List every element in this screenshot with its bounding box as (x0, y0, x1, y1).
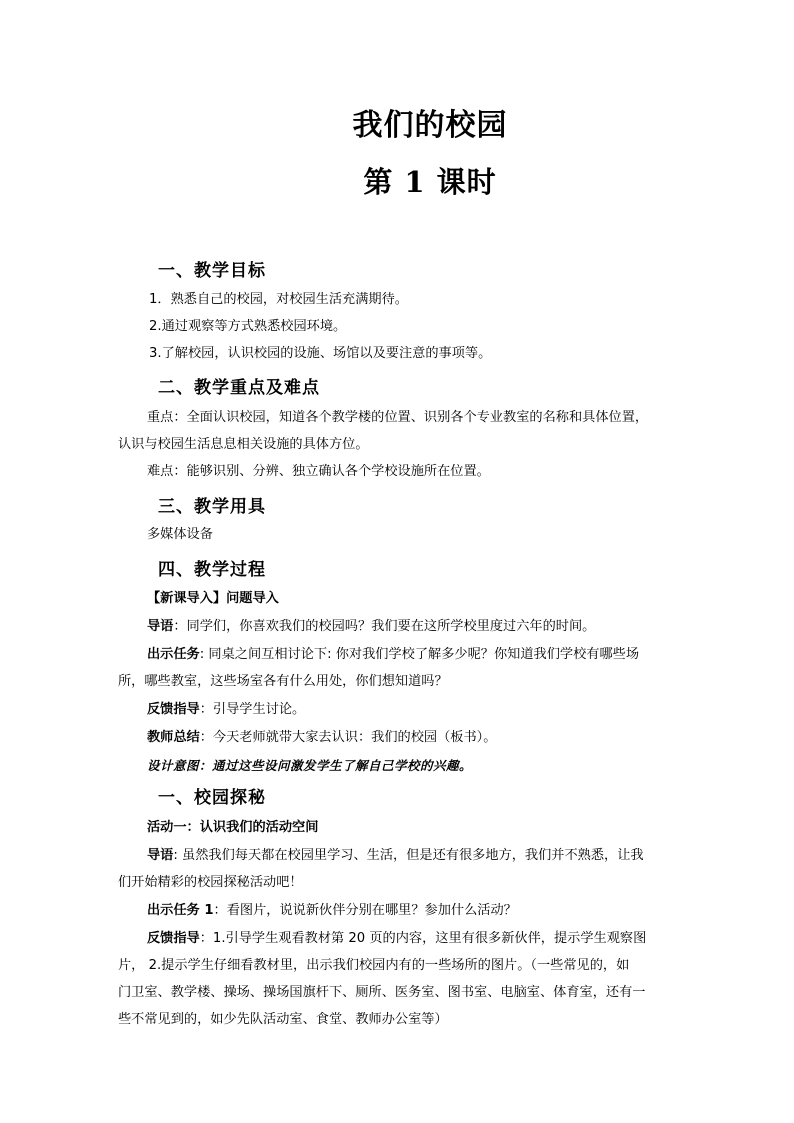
objective-item-3: 3.了解校园，认识校园的设施、场馆以及要注意的事项等。 (149, 346, 492, 361)
objective-item-2: 2.通过观察等方式熟悉校园环境。 (149, 319, 347, 334)
section-heading-process: 四、教学过程 (158, 560, 266, 580)
feedback-label: 反馈指导 (147, 702, 200, 717)
explore-feedback-line-2: 片， 2.提示学生仔细看教材里，出示我们校园内有的一些场所的图片。（一些常见的，如 (118, 958, 630, 973)
document-subtitle: 第 1 课时 (363, 165, 497, 199)
explore-feedback-line-3: 门卫室、教学楼、操场、操场国旗杆下、厕所、医务室、图书室、电脑室、体育室，还有一 (118, 985, 646, 1000)
explore-task-text: ：看图片，说说新伙伴分别在哪里？参加什么活动？ (213, 903, 517, 918)
tools-text: 多媒体设备 (147, 527, 213, 542)
explore-feedback-paragraph (147, 924, 687, 954)
summary-text: ：今天老师就带大家去认识：我们的校园（板书）。 (199, 730, 497, 745)
key-point-line-1: 重点：全面认识校园，知道各个教学楼的位置、识别各个专业教室的名称和具体位置， (147, 410, 649, 425)
guide-label: 导语 (147, 619, 174, 634)
task-paragraph (147, 640, 687, 670)
intro-label-text: 【新课导入】问题导入 (147, 591, 279, 606)
section-heading-explore: 一、校园探秘 (158, 788, 266, 808)
explore-feedback-label: 反馈指导 (147, 931, 200, 946)
objective-item-1: 1．熟悉自己的校园，对校园生活充满期待。 (149, 292, 408, 307)
explore-guide-label: 导语 (147, 848, 174, 863)
explore-feedback-text: ：1.引导学生观看教材第 20 页的内容，这里有很多新伙伴，提示学生观察图 (199, 931, 647, 946)
key-point-line-2: 认识与校园生活息息相关设施的具体方位。 (118, 437, 369, 452)
feedback-text: ：引导学生讨论。 (199, 702, 306, 717)
explore-guide-line-2: 们开始精彩的校园探秘活动吧！ (118, 875, 303, 890)
summary-label: 教师总结 (147, 730, 200, 745)
design-intent: 设计意图：通过这些设问激发学生了解自己学校的兴趣。 (147, 758, 473, 773)
guide-text: ：同学们，你喜欢我们的校园吗？我们要在这所学校里度过六年的时间。 (173, 619, 596, 634)
intro-label (147, 584, 687, 614)
activity-label-text: 活动一：认识我们的活动空间 (147, 820, 319, 835)
difficult-point: 难点：能够识别、分辨、独立确认各个学校设施所在位置。 (147, 464, 490, 479)
summary-paragraph (147, 723, 687, 753)
explore-guide-paragraph (147, 841, 687, 871)
activity-label (147, 813, 687, 843)
explore-guide-text: : 虽然我们每天都在校园里学习、生活，但是还有很多地方，我们并不熟悉，让我 (173, 848, 644, 863)
section-heading-objectives: 一、教学目标 (158, 261, 266, 281)
task-text: : 同桌之间互相讨论下: 你对我们学校了解多少呢？你知道我们学校有哪些场 (199, 647, 640, 662)
explore-feedback-line-4: 些不常见到的，如少先队活动室、食堂、教师办公室等） (118, 1012, 448, 1027)
explore-task-paragraph (147, 896, 687, 926)
section-heading-tools: 三、教学用具 (158, 497, 266, 517)
feedback-paragraph (147, 695, 687, 725)
guide-paragraph (147, 612, 687, 642)
section-heading-key-points: 二、教学重点及难点 (158, 378, 320, 398)
document-title: 我们的校园 (352, 108, 508, 143)
explore-task-label: 出示任务 1 (147, 903, 214, 918)
task-paragraph-line-2: 所，哪些教室，这些场室各有什么用处，你们想知道吗？ (118, 674, 448, 689)
task-label: 出示任务 (147, 647, 200, 662)
